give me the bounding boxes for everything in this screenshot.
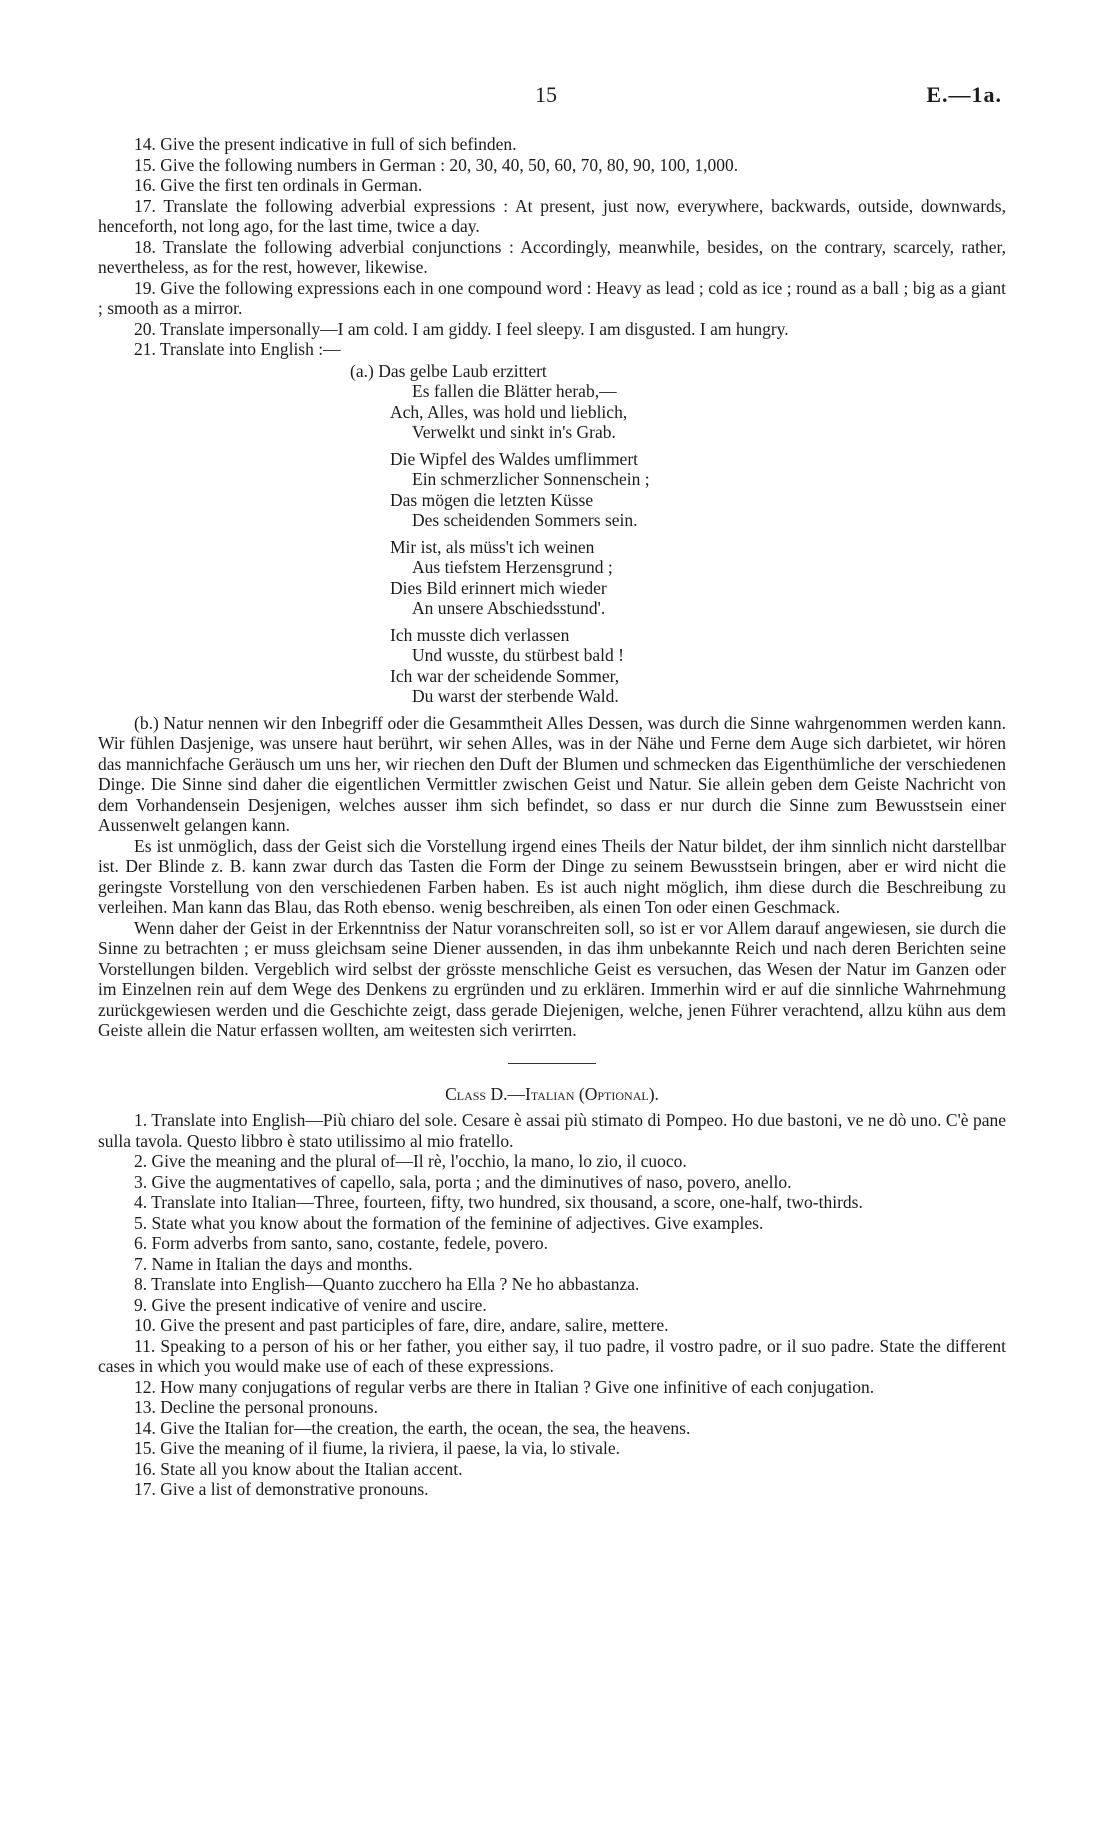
italian-questions [98, 1110, 1006, 1500]
italian-question: 10. Give the present and past participles of fare, dire, andare, salire, mettere. [134, 1315, 669, 1335]
italian-question: 14. Give the Italian for—the creation, the earth, the ocean, the sea, the heavens. [134, 1417, 691, 1438]
question-20: 20. Translate impersonally—I am cold. I am giddy. I feel sleepy. I am disgusted. I am hungry. [134, 318, 789, 339]
italian-question: 8. Translate into English—Quanto zucchero ha Ella ? Ne ho abbastanza. [134, 1274, 640, 1294]
italian-question: 13. Decline the personal pronouns. [134, 1397, 378, 1417]
italian-question: 16. State all you know about the Italian accent. [134, 1458, 463, 1479]
poem-stanza [390, 449, 1006, 531]
italian-question: 1. Translate into English—Più chiaro del sole. Cesare è assai più stimato di Pompeo. Ho due bastoni, ve ne dò uno. C'è pane sulla tavola. Questo libbro è stato utilissimo al mio fratello. [98, 1110, 1006, 1151]
poem-stanza [390, 381, 1006, 443]
question-15: 15. Give the following numbers in German : 20, 30, 40, 50, 60, 70, 80, 90, 100, 1,000. [134, 154, 739, 175]
italian-question: 3. Give the augmentatives of capello, sala, porta ; and the diminutives of naso, povero, anello. [134, 1171, 792, 1192]
poem-line: Es fallen die Blätter herab,— [412, 381, 617, 401]
italian-question: 15. Give the meaning of il fiume, la riviera, il paese, la via, lo stivale. [134, 1438, 620, 1458]
question-21: 21. Translate into English :— [134, 339, 341, 359]
italian-question: 7. Name in Italian the days and months. [134, 1253, 413, 1274]
poem-line: Das gelbe Laub erzittert [378, 360, 547, 381]
poem-line: Dies Bild erinnert mich wieder [390, 577, 607, 598]
question-19: 19. Give the following expressions each in one compound word : Heavy as lead ; cold as ice ; round as a ball ; big as a giant ; smooth as a mirror. [98, 277, 1006, 318]
section-divider [508, 1063, 596, 1064]
prose-paragraph: Es ist unmöglich, dass der Geist sich die Vorstellung irgend eines Theils der Natur bildet, der ihm sinnlich nicht darstellbar ist. Der Blinde z. B. kann zwar durch das Tasten die Form der Dinge zu seinem Bewusstsein bringen, aber er wird nicht die geringste Vorstellung von den verschiedenen Farben haben. Es ist auch night möglich, ihm diese durch die Beschreibung zu verleihen. Man kann das Blau, das Roth ebenso. wenig beschreiben, als einen Ton oder einen Geschmack. [98, 835, 1006, 917]
poem-line: Aus tiefstem Herzensgrund ; [412, 557, 613, 577]
poem-line: Ich musste dich verlassen [390, 624, 570, 645]
prose-passage [98, 713, 1006, 1041]
poem-line: Verwelkt und sinkt in's Grab. [412, 422, 616, 442]
poem-stanza-1-block [98, 361, 1006, 382]
section-title: Class D.—Italian (Optional). [445, 1083, 659, 1104]
poem-line: Du warst der sterbende Wald. [412, 686, 619, 706]
italian-question: 11. Speaking to a person of his or her father, you either say, il tuo padre, il vostro padre, or il suo padre. State the different cases in which you would make use of each of these expressions. [98, 1335, 1006, 1376]
page-header [0, 82, 1114, 112]
poem-label: (a.) [350, 360, 374, 381]
page-body [98, 134, 1006, 1500]
question-17: 17. Translate the following adverbial expressions : At present, just now, everywhere, backwards, outside, downwards, henceforth, not long ago, for the last time, twice a day. [98, 195, 1006, 236]
question-16: 16. Give the first ten ordinals in German. [134, 175, 423, 195]
poem [98, 361, 1006, 707]
poem-stanza [390, 537, 1006, 619]
poem-line: An unsere Abschiedsstund'. [412, 598, 606, 618]
poem-line: Und wusste, du stürbest bald ! [412, 645, 624, 665]
prose-paragraph: Wenn daher der Geist in der Erkenntniss der Natur voranschreiten soll, so ist er vor Allem darauf angewiesen, sie durch die Sinne zu betrachten ; er muss gleichsam seine Diener aussenden, in das ihm unbekannte Reich und nach deren Berichten seine Vorstellungen bilden. Vergeblich wird selbst der grösste menschliche Geist es versuchen, das Wesen der Natur im Ganzen oder im Einzelnen rein auf dem Wege des Denkens zu ergründen und zu erklären. Immerhin wird er auf die sinnliche Wahrnehmung zurückgewiesen werden und die Geschichte zeigt, dass gerade Diejenigen, welche, jenen Führer verachtend, allzu kühn aus dem Geiste allein die Natur erfassen wollten, am weitesten sich verirrten. [98, 917, 1006, 1040]
poem-line: Ich war der scheidende Sommer, [390, 665, 620, 686]
poem-line: Ein schmerzlicher Sonnenschein ; [412, 469, 650, 489]
prose-paragraph: (b.) Natur nennen wir den Inbegriff oder die Gesammtheit Alles Dessen, was durch die Sinne wahrgenommen werden kann. Wir fühlen Dasjenige, was unsere haut berührt, wir sehen Alles, was in der Nähe und Ferne dem Auge sich darbietet, wir hören das mannichfache Geräusch um uns her, wir riechen den Duft der Blumen und schmecken das Eigenthümliche der verschiedenen Dinge. Die Sinne sind daher die eigentlichen Vermittler zwischen Geist und Natur. Sie allein geben dem Geiste Nachricht von dem Vorhandensein Desjenigen, welches ausser ihm sich befindet, so dass er nur durch die Sinne zum Bewusstsein einer Aussenwelt gelangen kann. [98, 712, 1006, 835]
poem-line: Ach, Alles, was hold und lieblich, [390, 401, 628, 422]
italian-question: 4. Translate into Italian—Three, fourteen, fifty, two hundred, six thousand, a score, one-half, two-thirds. [134, 1192, 863, 1212]
italian-question: 2. Give the meaning and the plural of—Il rè, l'occhio, la mano, lo zio, il cuoco. [134, 1151, 687, 1171]
poem-line: Mir ist, als müss't ich weinen [390, 536, 595, 557]
poem-stanza [390, 625, 1006, 707]
italian-question: 6. Form adverbs from santo, sano, costante, fedele, povero. [134, 1233, 549, 1253]
italian-question: 9. Give the present indicative of venire and uscire. [134, 1294, 487, 1315]
italian-question: 12. How many conjugations of regular verbs are there in Italian ? Give one infinitive of each conjugation. [134, 1376, 875, 1397]
page-number: 15 [535, 82, 557, 107]
document-reference: E.—1a. [926, 82, 1002, 107]
poem-line: Das mögen die letzten Küsse [390, 489, 594, 510]
poem-line: Des scheidenden Sommers sein. [412, 510, 638, 530]
question-14: 14. Give the present indicative in full of sich befinden. [134, 134, 517, 154]
italian-question: 17. Give a list of demonstrative pronouns. [134, 1479, 429, 1499]
italian-question: 5. State what you know about the formation of the feminine of adjectives. Give examples. [134, 1212, 764, 1233]
question-18: 18. Translate the following adverbial conjunctions : Accordingly, meanwhile, besides, on the contrary, scarcely, rather, nevertheless, as for the rest, however, likewise. [98, 236, 1006, 277]
poem-line: Die Wipfel des Waldes umflimmert [390, 448, 639, 469]
